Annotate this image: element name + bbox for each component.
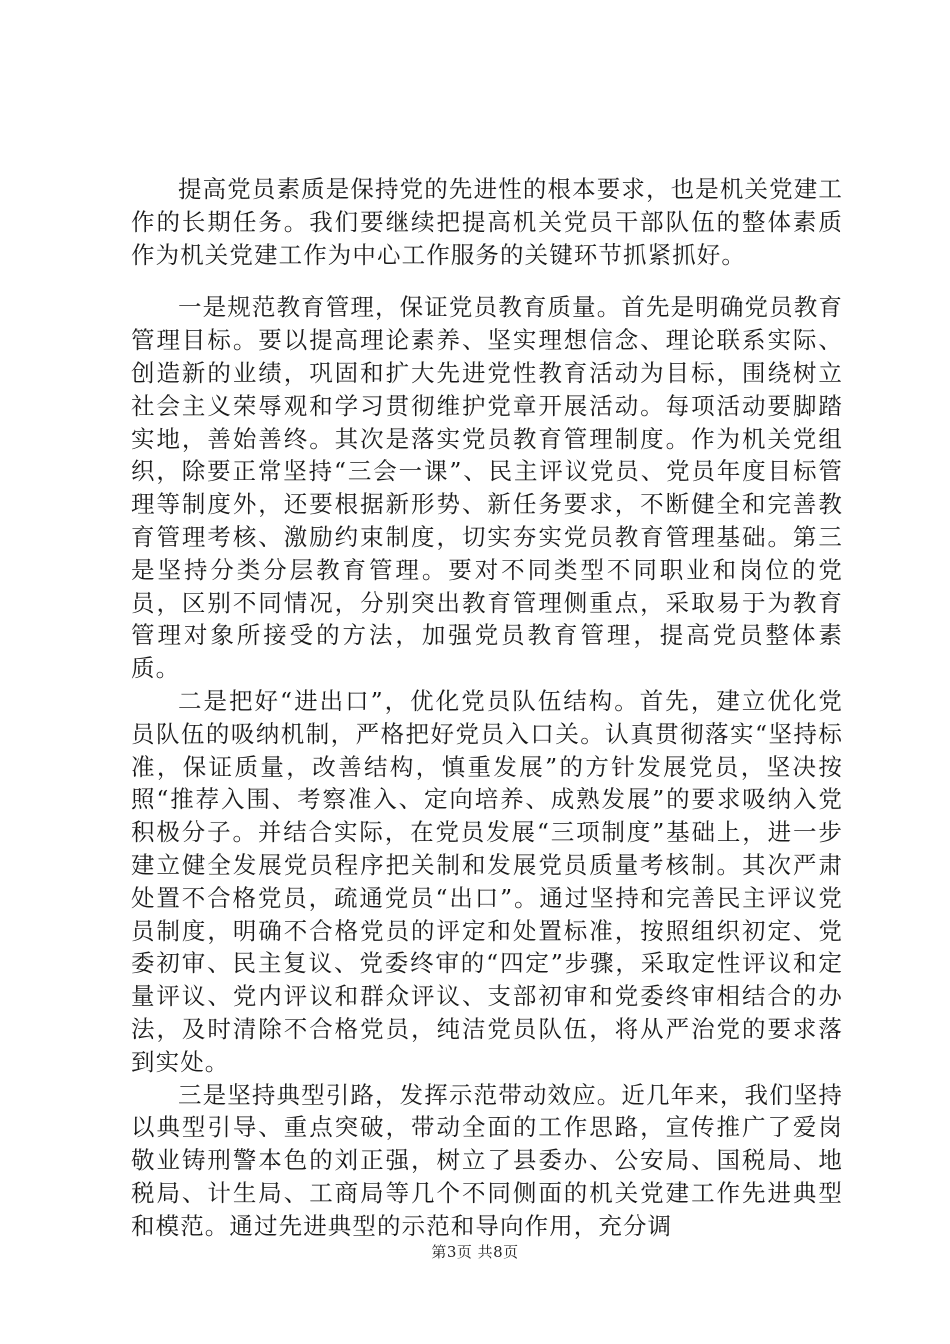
- paragraph-membership-structure: 二是把好“进出口”，优化党员队伍结构。首先，建立优化党员队伍的吸纳机制，严格把好党员入口关。认真贯彻落实“坚持标准，保证质量，改善结构，慎重发展”的方针发展党员，坚决按照“推荐入围、考察准入、定向培养、成熟发展”的要求吸纳入党积极分子。并结合实际，在党员发展“三项制度”基础上，进一步建立健全发展党员程序把关制和发展党员质量考核制。其次严肃处置不合格党员，疏通党员“出口”。通过坚持和完善民主评议党员制度，明确不合格党员的评定和处置标准，按照组织初定、党委初审、民主复议、党委终审的“四定”步骤，采取定性评议和定量评议、党内评议和群众评议、支部初审和党委终审相结合的办法，及时清除不合格党员，纯洁党员队伍，将从严治党的要求落到实处。: [131, 686, 843, 1076]
- paragraph-education-management: 一是规范教育管理，保证党员教育质量。首先是明确党员教育管理目标。要以提高理论素养、坚实理想信念、理论联系实际、创造新的业绩，巩固和扩大先进党性教育活动为目标，围绕树立社会主义荣辱观和学习贯彻维护党章开展活动。每项活动要脚踏实地，善始善终。其次是落实党员教育管理制度。作为机关党组织，除要正常坚持“三会一课”、民主评议党员、党员年度目标管理等制度外，还要根据新形势、新任务要求，不断健全和完善教育管理考核、激励约束制度，切实夯实党员教育管理基础。第三是坚持分类分层教育管理。要对不同类型不同职业和岗位的党员，区别不同情况，分别突出教育管理侧重点，采取易于为教育管理对象所接受的方法，加强党员教育管理，提高党员整体素质。: [131, 293, 843, 683]
- page-number-footer: 第3页 共8页: [431, 1243, 519, 1261]
- paragraph-intro: 提高党员素质是保持党的先进性的根本要求，也是机关党建工作的长期任务。我们要继续把提高机关党员干部队伍的整体素质作为机关党建工作为中心工作服务的关键环节抓紧抓好。: [131, 175, 843, 269]
- paragraph-model-examples: 三是坚持典型引路，发挥示范带动效应。近几年来，我们坚持以典型引导、重点突破，带动全面的工作思路，宣传推广了爱岗敬业铸刑警本色的刘正强，树立了县委办、公安局、国税局、地税局、计生局、工商局等几个不同侧面的机关党建工作先进典型和模范。通过先进典型的示范和导向作用，充分调: [131, 1080, 843, 1240]
- document-body: [131, 173, 843, 1243]
